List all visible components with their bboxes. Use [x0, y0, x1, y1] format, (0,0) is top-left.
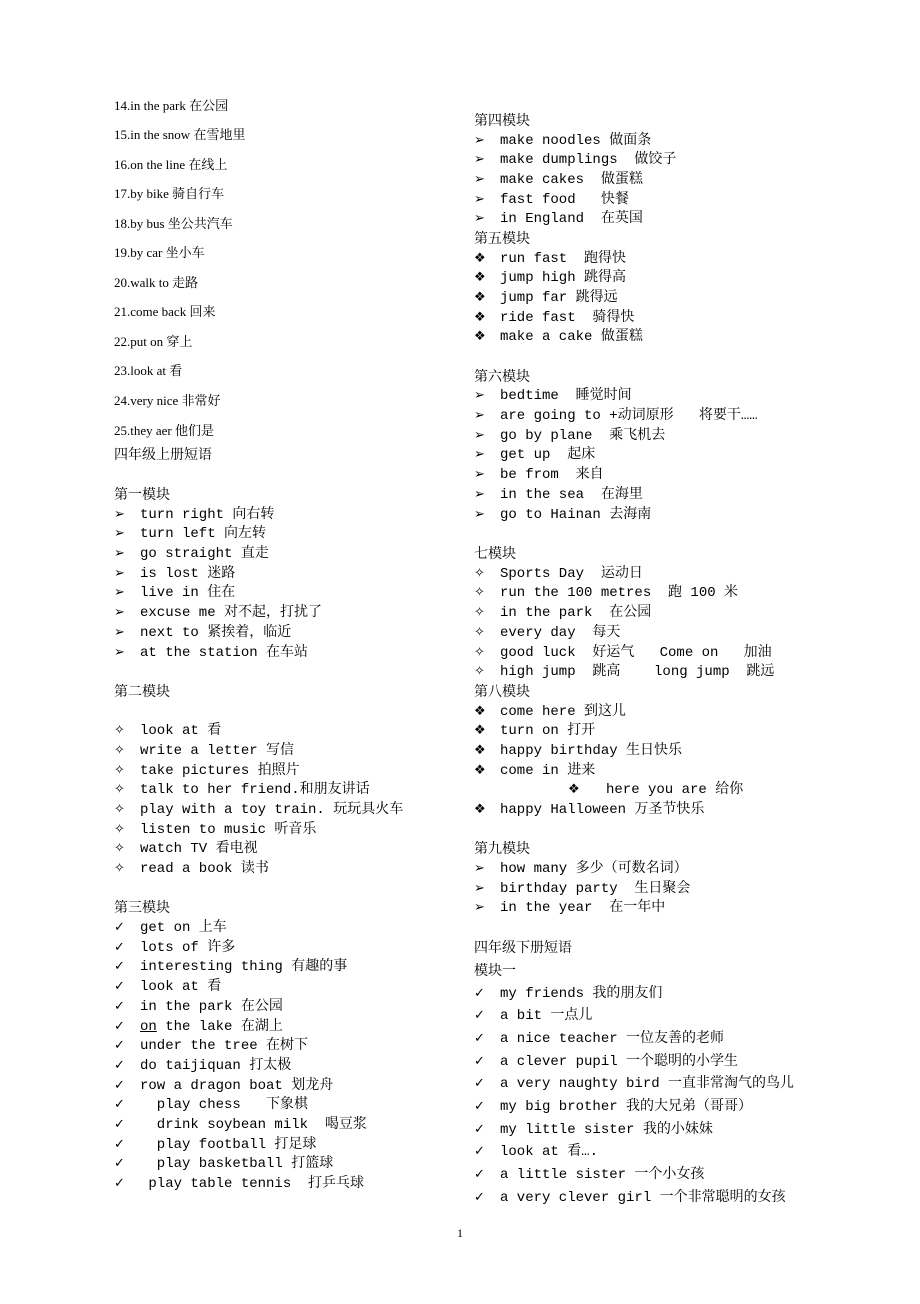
diamond-bullet-icon: ❖ [474, 723, 486, 738]
diamond-bullet-icon: ❖ [474, 270, 486, 285]
check-bullet-icon: ✓ [474, 1099, 485, 1114]
list-item: ✧ look at 看 [114, 723, 222, 739]
check-bullet-icon: ✓ [114, 920, 125, 935]
list-item: 15.in the snow 在雪地里 [114, 127, 246, 142]
arrow-bullet-icon: ➢ [114, 526, 125, 541]
list-item: ➢ excuse me 对不起，打扰了 [114, 605, 323, 621]
list-item: ✓ drink soybean milk 喝豆浆 [114, 1117, 367, 1133]
diamond-bullet-icon: ❖ [474, 704, 486, 719]
list-item: ✧ run the 100 metres 跑 100 米 [474, 585, 739, 601]
list-item: ✓ a nice teacher 一位友善的老师 [474, 1031, 725, 1047]
list-item: ➢ go to Hainan 去海南 [474, 507, 652, 523]
list-item: ➢ in the year 在一年中 [474, 900, 666, 916]
list-item: ✧ read a book 读书 [114, 861, 269, 877]
check-bullet-icon: ✓ [474, 986, 485, 1001]
module-title: 七模块 [474, 546, 516, 562]
diamond-bullet-icon: ❖ [474, 743, 486, 758]
list-item: ➢ how many 多少（可数名词） [474, 861, 688, 877]
list-item: ✓ on the lake 在湖上 [114, 1019, 283, 1035]
list-item: ✧ good luck 好运气 Come on 加油 [474, 645, 772, 661]
check-bullet-icon: ✓ [474, 1008, 485, 1023]
module-title: 第六模块 [474, 369, 530, 385]
list-item: ➢ go straight 直走 [114, 546, 269, 562]
list-item: 18.by bus 坐公共汽车 [114, 216, 233, 231]
list-item: ➢ is lost 迷路 [114, 566, 236, 582]
list-item: ❖ ride fast 骑得快 [474, 310, 635, 326]
list-item: ✓ get on 上车 [114, 920, 227, 936]
list-item: ✓ a little sister 一个小女孩 [474, 1167, 705, 1183]
list-item: 20.walk to 走路 [114, 275, 199, 290]
check-bullet-icon: ✓ [114, 1078, 125, 1093]
list-item: ➢ get up 起床 [474, 447, 596, 463]
list-item: ✓ under the tree 在树下 [114, 1038, 309, 1054]
diamond-bullet-icon: ❖ [474, 329, 486, 344]
list-item: ➢ make noodles 做面条 [474, 133, 652, 149]
arrow-bullet-icon: ➢ [114, 605, 125, 620]
list-item: ➢ live in 住在 [114, 585, 236, 601]
list-item: ✧ watch TV 看电视 [114, 841, 258, 857]
star-bullet-icon: ✧ [114, 743, 125, 758]
list-item: ✓ a very clever girl 一个非常聪明的女孩 [474, 1190, 786, 1206]
underlined-word: on [140, 1019, 157, 1035]
check-bullet-icon: ✓ [114, 1058, 125, 1073]
arrow-bullet-icon: ➢ [114, 507, 125, 522]
list-item: ❖ turn on 打开 [474, 723, 596, 739]
list-item: ✓ my big brother 我的大兄弟（哥哥） [474, 1099, 753, 1115]
list-item: ✓ a clever pupil 一个聪明的小学生 [474, 1054, 739, 1070]
list-item: 17.by bike 骑自行车 [114, 186, 225, 201]
list-item: ✓ lots of 许多 [114, 940, 236, 956]
arrow-bullet-icon: ➢ [474, 428, 485, 443]
list-item: ➢ in the sea 在海里 [474, 487, 643, 503]
diamond-bullet-icon: ❖ [474, 763, 486, 778]
module-title: 第五模块 [474, 231, 530, 247]
arrow-bullet-icon: ➢ [474, 881, 485, 896]
diamond-bullet-icon: ❖ [474, 802, 486, 817]
list-item: ➢ make cakes 做蛋糕 [474, 172, 643, 188]
arrow-bullet-icon: ➢ [474, 487, 485, 502]
star-bullet-icon: ✧ [114, 723, 125, 738]
check-bullet-icon: ✓ [114, 1176, 125, 1191]
list-item: ✓ in the park 在公园 [114, 999, 283, 1015]
list-item: ➢ birthday party 生日聚会 [474, 881, 691, 897]
list-item: ❖ make a cake 做蛋糕 [474, 329, 643, 345]
list-item: ✓ a bit 一点儿 [474, 1008, 593, 1024]
arrow-bullet-icon: ➢ [114, 566, 125, 581]
list-item: ❖ come here 到这儿 [474, 704, 627, 720]
arrow-bullet-icon: ➢ [474, 507, 485, 522]
list-item: ✧ in the park 在公园 [474, 605, 652, 621]
star-bullet-icon: ✧ [114, 822, 125, 837]
list-item: ✧ Sports Day 运动日 [474, 566, 643, 582]
list-item: ✧ talk to her friend.和朋友讲话 [114, 782, 370, 798]
arrow-bullet-icon: ➢ [474, 447, 485, 462]
arrow-bullet-icon: ➢ [474, 467, 485, 482]
list-item: 22.put on 穿上 [114, 334, 193, 349]
list-item: ➢ turn left 向左转 [114, 526, 267, 542]
arrow-bullet-icon: ➢ [474, 861, 485, 876]
list-item: 24.very nice 非常好 [114, 393, 221, 408]
check-bullet-icon: ✓ [474, 1031, 485, 1046]
list-item: ❖ here you are 给你 [568, 782, 744, 798]
arrow-bullet-icon: ➢ [474, 172, 485, 187]
list-item: ✧ write a letter 写信 [114, 743, 295, 759]
star-bullet-icon: ✧ [474, 585, 485, 600]
diamond-bullet-icon: ❖ [474, 290, 486, 305]
list-item: ✓ row a dragon boat 划龙舟 [114, 1078, 334, 1094]
list-item: ✓ do taijiquan 打太极 [114, 1058, 292, 1074]
list-item: ➢ be from 来自 [474, 467, 604, 483]
list-item: ❖ run fast 跑得快 [474, 251, 627, 267]
list-item: ❖ happy birthday 生日快乐 [474, 743, 683, 759]
check-bullet-icon: ✓ [114, 999, 125, 1014]
star-bullet-icon: ✧ [474, 645, 485, 660]
module-title: 第二模块 [114, 684, 170, 700]
star-bullet-icon: ✧ [114, 841, 125, 856]
check-bullet-icon: ✓ [114, 1097, 125, 1112]
list-item: 16.on the line 在线上 [114, 157, 228, 172]
star-bullet-icon: ✧ [474, 625, 485, 640]
list-item: ✓ my little sister 我的小妹妹 [474, 1122, 713, 1138]
list-item: ✧ every day 每天 [474, 625, 621, 641]
list-item: ➢ next to 紧挨着，临近 [114, 625, 292, 641]
list-item: ✧ listen to music 听音乐 [114, 822, 317, 838]
list-item: ✧ high jump 跳高 long jump 跳远 [474, 664, 775, 680]
list-item: ❖ jump far 跳得远 [474, 290, 618, 306]
list-item: ❖ jump high 跳得高 [474, 270, 627, 286]
list-item: ➢ turn right 向右转 [114, 507, 275, 523]
arrow-bullet-icon: ➢ [474, 211, 485, 226]
list-item: ❖ come in 进来 [474, 763, 596, 779]
arrow-bullet-icon: ➢ [114, 645, 125, 660]
module-title: 第一模块 [114, 487, 170, 503]
check-bullet-icon: ✓ [474, 1167, 485, 1182]
star-bullet-icon: ✧ [474, 566, 485, 581]
star-bullet-icon: ✧ [114, 861, 125, 876]
section-title: 四年级上册短语 [114, 447, 212, 463]
list-item: ➢ fast food 快餐 [474, 192, 629, 208]
module-title: 模块一 [474, 963, 516, 979]
list-item: 23.look at 看 [114, 363, 183, 378]
check-bullet-icon: ✓ [114, 1019, 125, 1034]
list-item: ✓ interesting thing 有趣的事 [114, 959, 348, 975]
check-bullet-icon: ✓ [474, 1122, 485, 1137]
list-item: ✓ play football 打足球 [114, 1137, 317, 1153]
list-item: 25.they aer 他们是 [114, 423, 215, 438]
list-item: ✓ play table tennis 打乒乓球 [114, 1176, 365, 1192]
arrow-bullet-icon: ➢ [114, 625, 125, 640]
list-item: ✓ look at 看…. [474, 1144, 599, 1160]
star-bullet-icon: ✧ [474, 605, 485, 620]
list-item: 14.in the park 在公园 [114, 98, 229, 113]
module-title: 第八模块 [474, 684, 530, 700]
check-bullet-icon: ✓ [114, 979, 125, 994]
check-bullet-icon: ✓ [114, 1117, 125, 1132]
diamond-bullet-icon: ❖ [474, 310, 486, 325]
check-bullet-icon: ✓ [474, 1144, 485, 1159]
list-item: ➢ at the station 在车站 [114, 645, 309, 661]
list-item: 19.by car 坐小车 [114, 245, 205, 260]
diamond-bullet-icon: ❖ [568, 782, 580, 797]
list-item: ✓ play basketball 打篮球 [114, 1156, 334, 1172]
page-number: 1 [457, 1226, 463, 1240]
check-bullet-icon: ✓ [114, 1137, 125, 1152]
list-item: 21.come back 回来 [114, 304, 216, 319]
star-bullet-icon: ✧ [474, 664, 485, 679]
list-item: ✓ a very naughty bird 一直非常淘气的鸟儿 [474, 1076, 795, 1092]
list-item: ✓ play chess 下象棋 [114, 1097, 309, 1113]
list-item: ➢ make dumplings 做饺子 [474, 152, 677, 168]
list-item: ✓ look at 看 [114, 979, 222, 995]
diamond-bullet-icon: ❖ [474, 251, 486, 266]
module-title: 第九模块 [474, 841, 530, 857]
list-item: ➢ bedtime 睡觉时间 [474, 388, 632, 404]
check-bullet-icon: ✓ [114, 959, 125, 974]
list-item: ➢ in England 在英国 [474, 211, 643, 227]
arrow-bullet-icon: ➢ [474, 152, 485, 167]
star-bullet-icon: ✧ [114, 782, 125, 797]
section-title: 四年级下册短语 [474, 940, 572, 956]
module-title: 第四模块 [474, 113, 530, 129]
arrow-bullet-icon: ➢ [114, 546, 125, 561]
list-item: ❖ happy Halloween 万圣节快乐 [474, 802, 705, 818]
list-item: ➢ go by plane 乘飞机去 [474, 428, 666, 444]
check-bullet-icon: ✓ [114, 1038, 125, 1053]
arrow-bullet-icon: ➢ [474, 192, 485, 207]
arrow-bullet-icon: ➢ [114, 585, 125, 600]
arrow-bullet-icon: ➢ [474, 133, 485, 148]
arrow-bullet-icon: ➢ [474, 408, 485, 423]
list-item: ➢ are going to +动词原形 将要干…… [474, 408, 758, 424]
check-bullet-icon: ✓ [474, 1054, 485, 1069]
list-item: ✓ my friends 我的朋友们 [474, 986, 663, 1002]
arrow-bullet-icon: ➢ [474, 388, 485, 403]
arrow-bullet-icon: ➢ [474, 900, 485, 915]
list-item: ✧ take pictures 拍照片 [114, 763, 300, 779]
check-bullet-icon: ✓ [474, 1190, 485, 1205]
list-item: ✧ play with a toy train. 玩玩具火车 [114, 802, 404, 818]
module-title: 第三模块 [114, 900, 170, 916]
check-bullet-icon: ✓ [474, 1076, 485, 1091]
star-bullet-icon: ✧ [114, 802, 125, 817]
star-bullet-icon: ✧ [114, 763, 125, 778]
check-bullet-icon: ✓ [114, 1156, 125, 1171]
check-bullet-icon: ✓ [114, 940, 125, 955]
